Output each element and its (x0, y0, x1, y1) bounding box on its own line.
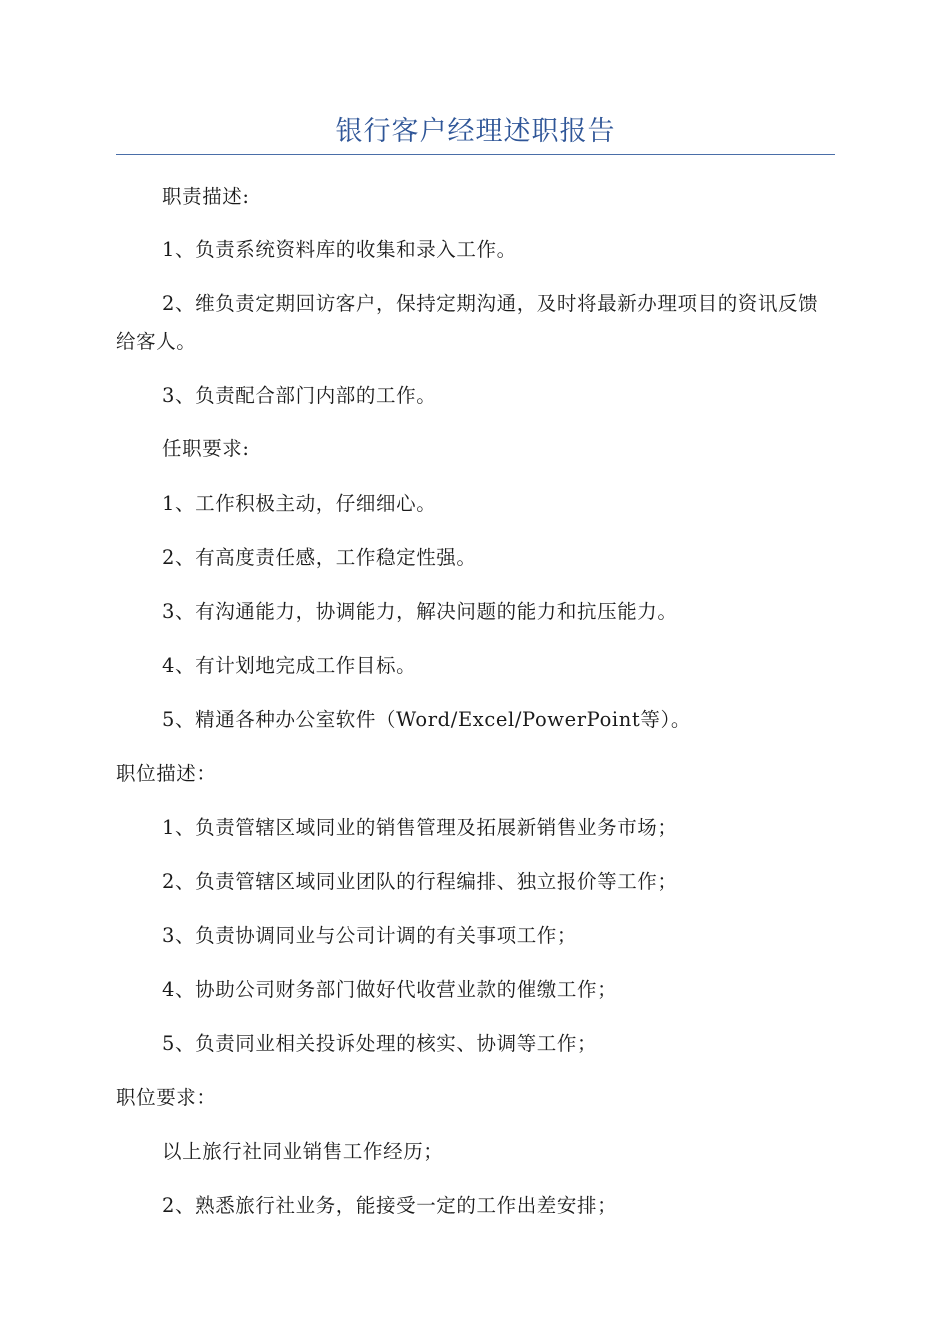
paragraph: 1、负责管辖区域同业的销售管理及拓展新销售业务市场； (162, 816, 678, 839)
paragraph: 3、有沟通能力，协调能力，解决问题的能力和抗压能力。 (162, 600, 678, 623)
paragraph: 2、维负责定期回访客户，保持定期沟通，及时将最新办理项目的资讯反馈给客人。 (116, 292, 819, 353)
paragraph: 3、负责配合部门内部的工作。 (162, 384, 437, 407)
paragraph: 5、精通各种办公室软件（Word/Excel/PowerPoint等）。 (162, 708, 691, 731)
paragraph: 以上旅行社同业销售工作经历； (162, 1140, 444, 1163)
paragraph: 1、工作积极主动，仔细细心。 (162, 492, 437, 515)
section-heading-position: 职位描述： (116, 762, 217, 785)
section-heading-requirements: 任职要求: (162, 437, 250, 460)
section-heading-duties: 职责描述: (162, 185, 250, 208)
paragraph: 5、负责同业相关投诉处理的核实、协调等工作； (162, 1032, 598, 1055)
paragraph: 2、负责管辖区域同业团队的行程编排、独立报价等工作； (162, 870, 678, 893)
section-heading-position-requirements: 职位要求： (116, 1086, 217, 1109)
title-underline (116, 154, 835, 155)
paragraph: 2、有高度责任感，工作稳定性强。 (162, 546, 477, 569)
document-title: 银行客户经理述职报告 (335, 116, 616, 147)
paragraph: 1、负责系统资料库的收集和录入工作。 (162, 238, 517, 261)
paragraph: 2、熟悉旅行社业务，能接受一定的工作出差安排； (162, 1194, 618, 1217)
paragraph: 3、负责协调同业与公司计调的有关事项工作； (162, 924, 578, 947)
paragraph: 4、协助公司财务部门做好代收营业款的催缴工作； (162, 978, 618, 1001)
paragraph: 4、有计划地完成工作目标。 (162, 654, 417, 677)
